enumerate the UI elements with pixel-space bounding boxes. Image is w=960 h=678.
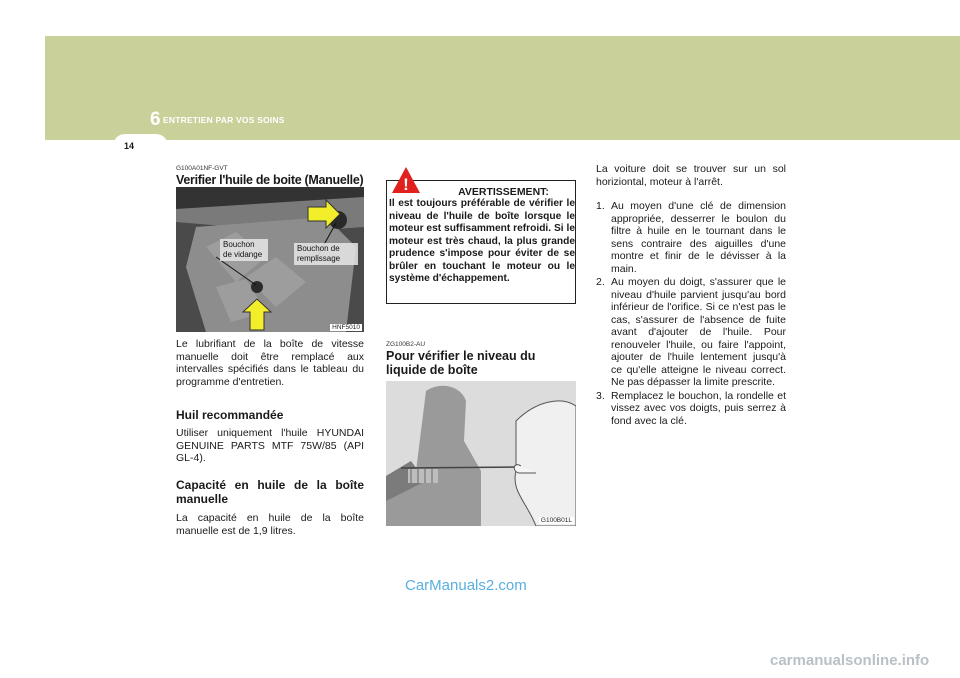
watermark-left[interactable]: CarManuals2.com (405, 577, 527, 594)
drain-plug-label: Bouchon de vidange (220, 239, 268, 261)
list-item: 2. Au moyen du doigt, s'assurer que le niveau d'huile parvient jusqu'au bord inférieur de l'orifice. Si ce n'est pas le cas, s'assurer de l'absence de fuite avant d'ajouter de l'huile. Pour renouveler l'huile, ou faire l'appoint, ajouter de l'huile lentement jusqu'à ce qu'elle atteigne le niveau correct. Ne pas dépasser la limite prescrite. (596, 276, 786, 388)
dipstick-illustration (386, 381, 576, 526)
chapter-number: 6 (150, 109, 161, 130)
steps-list (596, 200, 786, 428)
section-code-2: ZG100B2-AU (386, 341, 426, 348)
oil-paragraph: Utiliser uniquement l'huile HYUNDAI GENUINE PARTS MTF 75W/85 (API GL-4). (176, 427, 364, 464)
warning-symbol: ! (403, 175, 409, 194)
warning-text: Il est toujours préférable de vérifier le niveau de l'huile de boîte lorsque le moteur est suffisamment refroidi. Si le moteur est très chaud, la plus grande prudence s'impose pour éviter de se brûler en touchant le moteur ou le système d'échappement. (389, 198, 575, 284)
intro-paragraph: Le lubrifiant de la boîte de vitesse manuelle doit être remplacé aux intervalles spécifiés dans le tableau du programme d'entretien. (176, 338, 364, 388)
warning-box (386, 175, 576, 304)
capacity-paragraph: La capacité en huile de la boîte manuelle est de 1,9 litres. (176, 512, 364, 537)
chapter-title: ENTRETIEN PAR VOS SOINS (163, 115, 285, 125)
list-item: 1. Au moyen d'une clé de dimension appropriée, desserrer le boulon du filtre à huile en le tournant dans le sens contraire des aiguilles d'une montre et finir de le dévisser à la main. (596, 200, 786, 275)
fill-plug-label: Bouchon de remplissage (294, 243, 358, 265)
section-title-2: Pour vérifier le niveau du liquide de boîte (386, 349, 536, 377)
gearbox-photo (176, 187, 364, 332)
oil-heading: Huil recommandée (176, 408, 284, 422)
figure-code: HNF5010 (332, 324, 360, 331)
page-tab (113, 134, 168, 158)
figure-code-2: G100B01L (540, 517, 572, 524)
warning-title: AVERTISSEMENT: (458, 186, 549, 198)
watermark-right[interactable]: carmanualsonline.info (770, 652, 930, 669)
warning-triangle-icon (391, 166, 421, 194)
capacity-heading: Capacité en huile de la boîte manuelle (176, 478, 364, 506)
section-code: G100A01NF-GVT (176, 165, 228, 172)
page-number: 14 (124, 141, 135, 151)
section-title: Verifier l'huile de boite (Manuelle) (176, 173, 364, 187)
col3-intro: La voiture doit se trouver sur un sol horiziontal, moteur à l'arrêt. (596, 163, 786, 188)
list-item: 3. Remplacez le bouchon, la rondelle et vissez avec vos doigts, puis serrez à fond avec la clé. (596, 389, 786, 427)
